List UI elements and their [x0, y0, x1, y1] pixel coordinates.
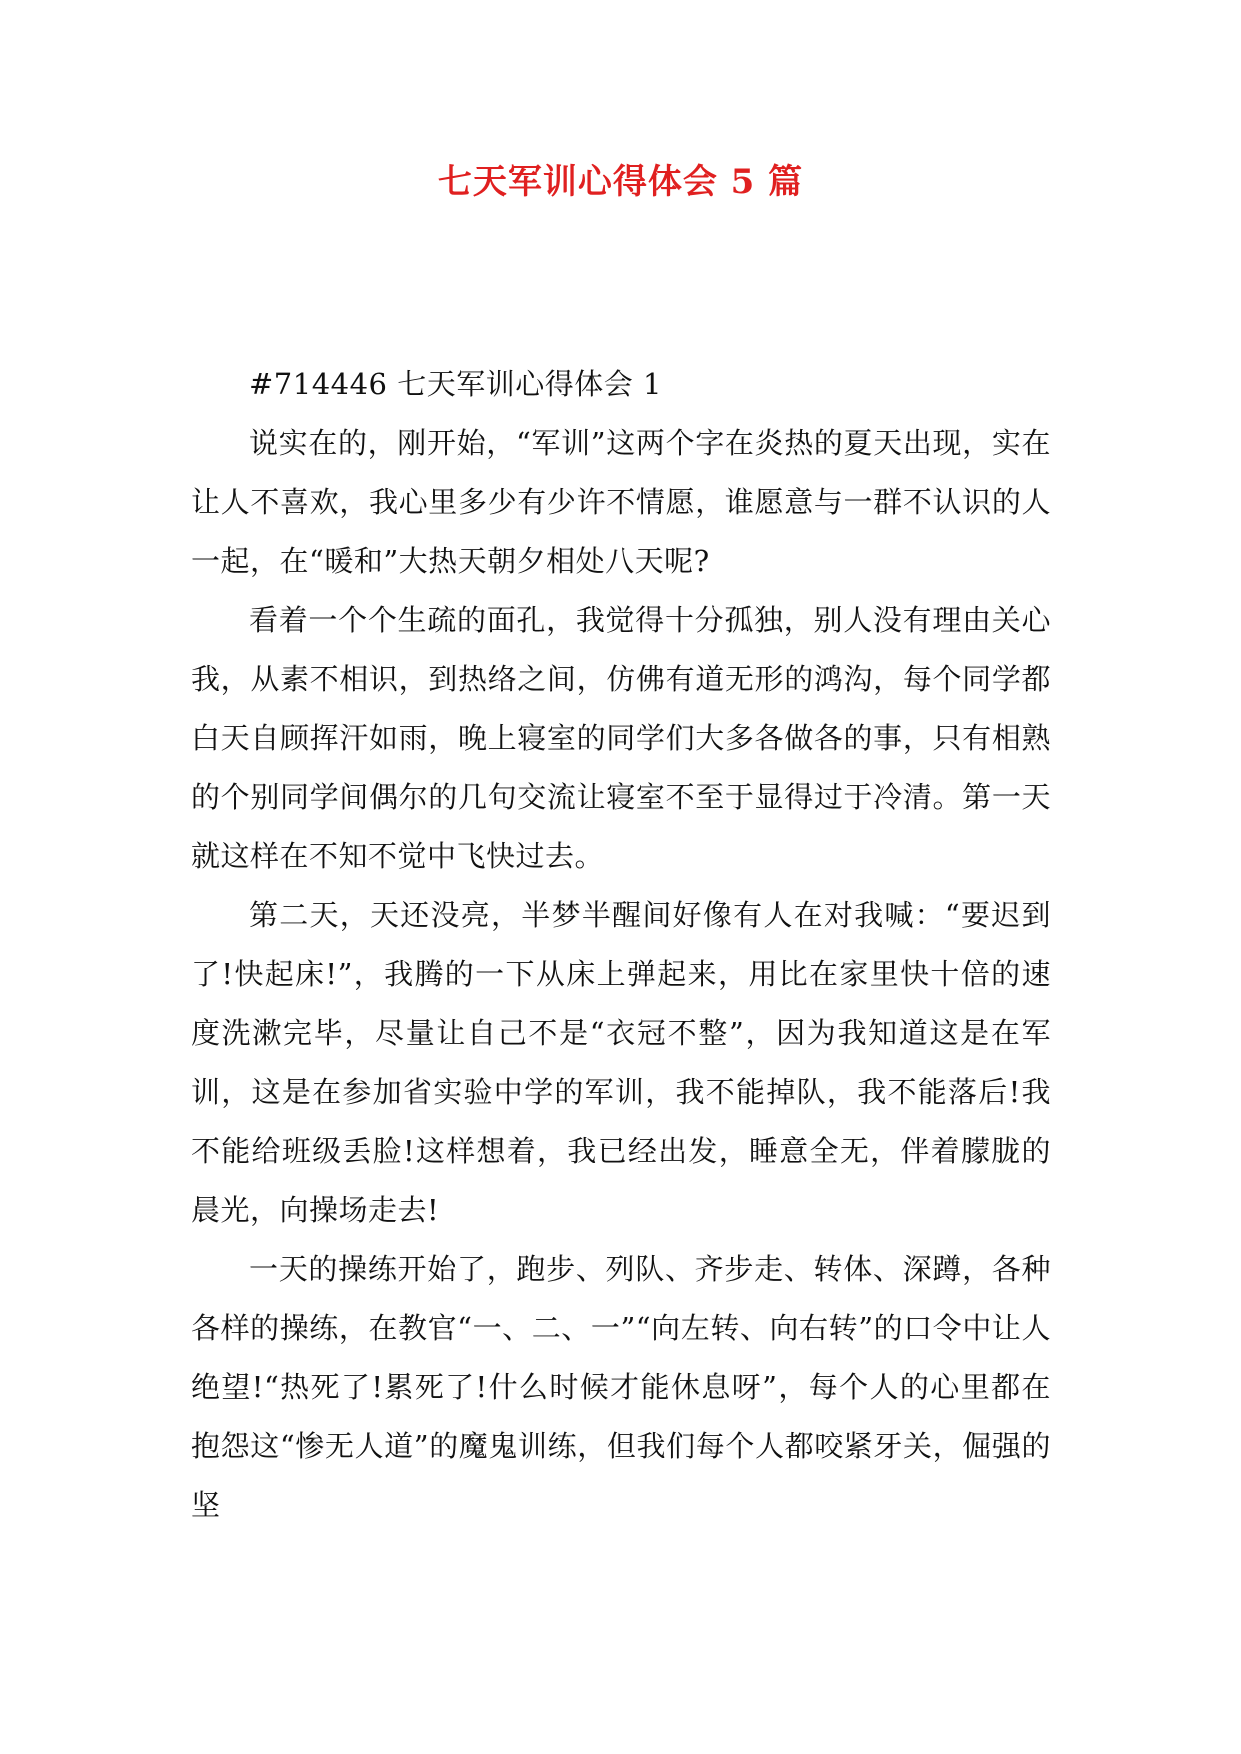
- paragraph-2: 看着一个个生疏的面孔，我觉得十分孤独，别人没有理由关心我，从素不相识，到热络之间，仿佛有道无形的鸿沟，每个同学都白天自顾挥汗如雨，晚上寝室的同学们大多各做各的事，只有相熟的个别同学间偶尔的几句交流让寝室不至于显得过于冷清。第一天就这样在不知不觉中飞快过去。: [191, 603, 1051, 873]
- document-body: [191, 355, 1051, 1535]
- paragraph-3: 第二天，天还没亮，半梦半醒间好像有人在对我喊：“要迟到了!快起床!”，我腾的一下从床上弹起来，用比在家里快十倍的速度洗漱完毕，尽量让自己不是“衣冠不整”，因为我知道这是在军训，这是在参加省实验中学的军训，我不能掉队，我不能落后!我不能给班级丢脸!这样想着，我已经出发，睡意全无，伴着朦胧的晨光，向操场走去!: [191, 898, 1051, 1227]
- paragraph-1: 说实在的，刚开始，“军训”这两个字在炎热的夏天出现，实在让人不喜欢，我心里多少有少许不情愿，谁愿意与一群不认识的人一起，在“暖和”大热天朝夕相处八天呢?: [191, 426, 1051, 578]
- document-title: 七天军训心得体会 5 篇: [437, 162, 804, 202]
- paragraph-4: 一天的操练开始了，跑步、列队、齐步走、转体、深蹲，各种各样的操练，在教官“一、二、一”“向左转、向右转”的口令中让人绝望!“热死了!累死了!什么时候才能休息呀”，每个人的心里都在抱怨这“惨无人道”的魔鬼训练，但我们每个人都咬紧牙关，倔强的坚: [191, 1252, 1051, 1522]
- section-heading: #714446 七天军训心得体会 1: [249, 367, 662, 401]
